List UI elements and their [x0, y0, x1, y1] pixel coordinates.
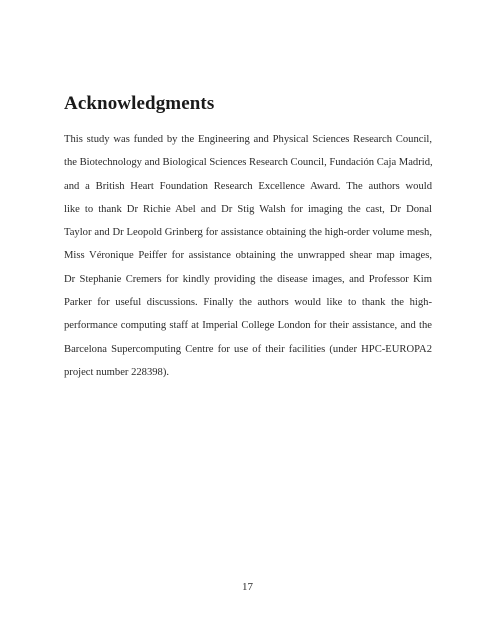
- paragraph-line: Parker for useful discussions. Finally the authors would like to thank the high-: [64, 297, 432, 309]
- paragraph-line: project number 228398).: [64, 366, 170, 378]
- paragraph-line: performance computing staff at Imperial College London for their assistance, and the: [64, 320, 432, 332]
- acknowledgments-paragraph: [64, 128, 432, 384]
- paragraph-line: Taylor and Dr Leopold Grinberg for assistance obtaining the high-order volume mesh,: [64, 227, 432, 239]
- section-heading-acknowledgments: Acknowledgments: [64, 93, 215, 114]
- paragraph-line: like to thank Dr Richie Abel and Dr Stig Walsh for imaging the cast, Dr Donal: [64, 203, 432, 215]
- paragraph-line: This study was funded by the Engineering and Physical Sciences Research Council,: [64, 134, 432, 145]
- paragraph-line: Dr Stephanie Cremers for kindly providing the disease images, and Professor Kim: [64, 273, 432, 285]
- paragraph-line: Miss Véronique Peiffer for assistance obtaining the unwrapped shear map images,: [64, 250, 432, 262]
- paragraph-line: the Biotechnology and Biological Sciences Research Council, Fundación Caja Madrid,: [64, 157, 433, 169]
- paragraph-line: and a British Heart Foundation Research Excellence Award. The authors would: [64, 180, 432, 192]
- page-number: 17: [242, 581, 253, 593]
- paragraph-line: Barcelona Supercomputing Centre for use of their facilities (under HPC-EUROPA2: [64, 343, 432, 355]
